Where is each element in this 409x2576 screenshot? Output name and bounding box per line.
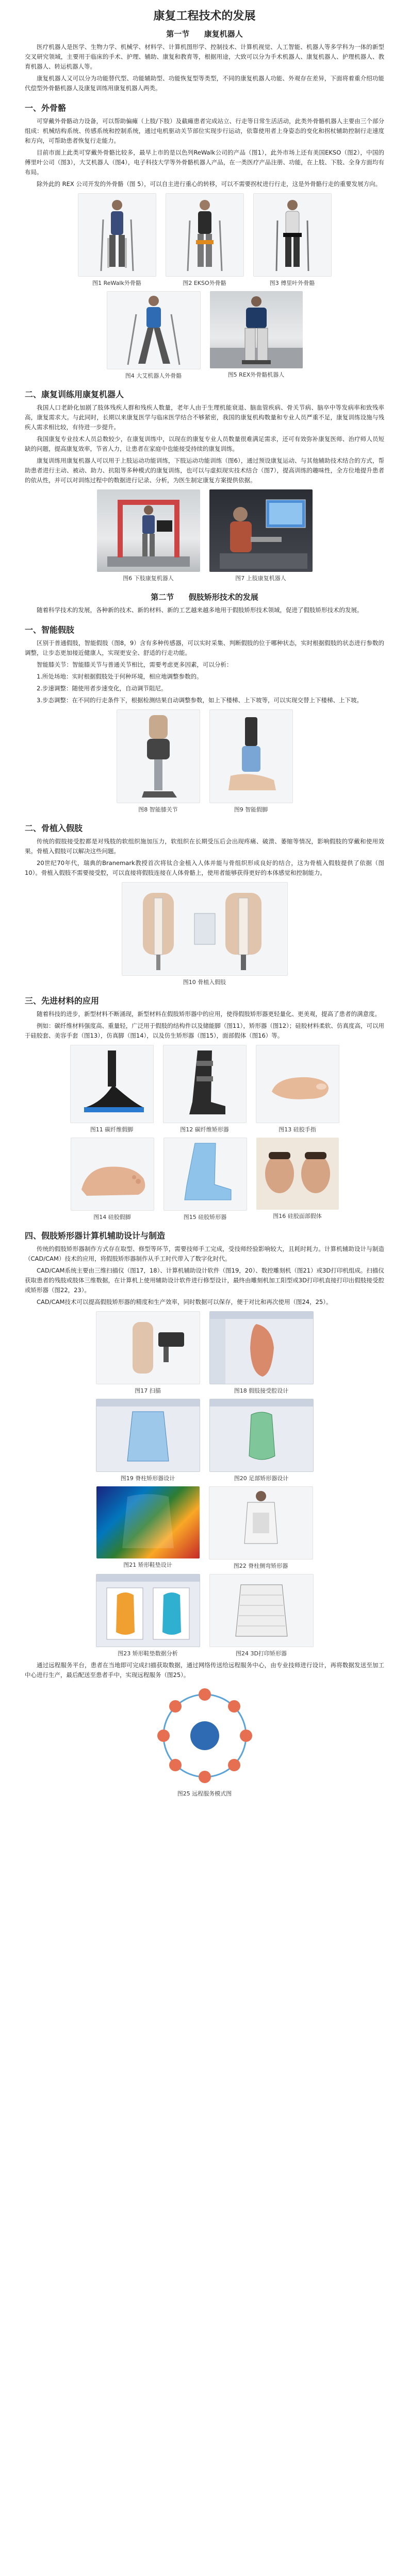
figure-9-caption: 图9 智能假脚 [234,806,268,813]
figure-16 [256,1138,339,1220]
figure-17 [96,1311,200,1395]
figure-17-caption: 图17 扫描 [135,1387,161,1394]
figure-8-caption: 图8 智能膝关节 [138,806,178,813]
figure-row-8 [25,1399,384,1482]
insole-analysis-image [96,1574,200,1647]
rex-exoskeleton-image [210,291,303,368]
figure-16-caption: 图16 硅胶面部假体 [273,1213,322,1219]
scoliosis-orthosis-image [209,1486,313,1560]
intro-paragraph-2: 康复机器人又可以分为功能替代型、功能辅助型、功能恢复型等类型，不同的康复机器人功能、外观存在差异，下面将着重介绍功能代偿型外骨骼机器人及康复训练用康复机器人两类。 [25,75,384,92]
figure-14-caption: 图14 硅胶假脚 [93,1214,131,1221]
rehab-paragraph-3: 康复训练用康复机器人可以用于上肢运动功能训练，下肢运动功能训练（图6），通过预设康复运动、与其他辅助技术结合的方式，帮助患者进行主动、被动、助力、抗阻等多种模式的康复训练，也可以与虚拟现实技术结合（图7），提高训练的趣味性，全方位地提升患者的依从性，并可以对训练过程中的数据进行记录、分析，为医生制定康复方案提供依据。 [25,457,384,484]
rehab-paragraph-2: 我国康复专业技术人员总数较少，在康复训练中，以现在的康复专业人员数量很难满足需求，还可有效弥补康复医师、治疗师人员短缺的问题，提高康复效率，节省人力，让患者在家庭中也能接受持续的康复训练。 [25,435,384,452]
heading-advanced-materials: 三、先进材料的应用 [25,996,100,1006]
figure-20 [209,1399,314,1482]
figure-12-caption: 图12 碳纤维矫形器 [180,1126,229,1133]
figure-5-caption: 图5 REX外骨骼机器人 [227,371,285,378]
materials-paragraph-2: 例如：碳纤维材料强度高、重量轻，广泛用于假肢的结构件以及储能脚（图11），矫形器（图12）；硅胶材料柔软、仿真度高，可以用于硅胶套、美容手套（图13），仿真脚（图14），以及仿生矫形器（图15），面部假体（图16）等。 [25,1022,384,1039]
figure-10 [122,882,288,986]
3d-printed-orthosis-image [209,1574,314,1647]
figure-15-caption: 图15 硅胶矫形器 [183,1214,227,1221]
figure-row-10b [25,1574,384,1657]
figure-3 [253,193,332,287]
figure-1 [78,193,156,287]
cad-paragraph-1: 传统的假肢矫形器制作方式存在取型、修型等环节，需要技师手工完成，受技师经验影响较大，且耗时耗力。计算机辅助设计与制造（CAD/CAM）技术的应用，将假肢矫形器制作从手工时代带入了数字化时代。 [25,1245,384,1262]
figure-4-caption: 图4 大艾机器人外骨骼 [125,372,182,379]
exo-paragraph-1: 可穿戴外骨骼动力设备，可以帮助偏瘫（上肢/下肢）及截瘫患者完成站立、行走等日常生活活动，此类外骨骼机器人主要由三个部分组成：机械结构系统、传感系统和控制系统，通过电机驱动关节部位实现步行运动，依靠使用者上身姿态的变化和拐杖辅助控制行走速度和方向，可帮助患者恢复行走能力。 [25,117,384,144]
figure-row-6 [25,1138,384,1221]
heading-cad-cam: 四、假肢矫形器计算机辅助设计与制造 [25,1231,166,1241]
heading-smart-prosthesis: 一、智能假肢 [25,625,75,635]
osseo-paragraph-1: 传统的假肢接受腔都是对残肢的软组织施加压力，软组织在长期受压后会出现疼痛、破溃、萎缩等情况，影响假肢的穿戴和使用效果。骨植入假肢可以解决这些问题。 [25,838,384,855]
figure-13 [256,1045,339,1133]
figure-2 [166,193,244,287]
figure-6-caption: 图6 下肢康复机器人 [123,575,174,582]
figure-7 [209,489,313,582]
figure-3-caption: 图3 傅里叶外骨骼 [269,280,315,286]
figure-18 [209,1311,314,1395]
figure-6 [97,489,200,582]
figure-row-3 [25,489,384,582]
osseointegrated-prosthesis-image [122,882,288,976]
cad-paragraph-2: CAD/CAM系统主要由三维扫描仪（图17，18）、计算机辅助设计软件（图19，20）、数控雕刻机（图21）或3D打印机组成。扫描仪获取患者的残肢或肢体三维数据，在计算机上使用辅助设计软件进行修型设计，最终由雕刻机加工阳型或3D打印机直接打印出假肢接受腔或矫形器（图22，23）。 [25,1267,384,1294]
heading-osseointegration: 二、骨植入假肢 [25,823,83,833]
foot-orthosis-design-image [209,1399,314,1472]
section-1-heading [25,28,384,39]
smart-paragraph-3: 1.所处场地：实时根据假肢处于何种环境，相应地调整参数的。 [37,673,203,680]
heading-exoskeleton: 一、外骨骼 [25,103,67,113]
figure-row-2 [25,291,384,380]
smart-foot-image [209,709,293,803]
intro-paragraph-1: 医疗机器人是医学、生物力学、机械学、材料学、计算机图形学、控制技术、计算机视觉、人工智能、机器人等多学科为一体的新型交叉研究领域，主要用于临床的手术、护理、辅助、康复和教育等，根据用途，大致可以分为手术机器人、康复机器人、护理机器人、教育机器人、转运机器人等。 [25,43,384,70]
figure-24-caption: 图24 3D打印矫形器 [236,1650,287,1657]
figure-4 [107,291,201,380]
figure-row-11 [25,1684,384,1798]
figure-25-caption: 图25 远程服务模式图 [177,1790,232,1797]
silicone-foot-image [71,1138,154,1211]
spinal-orthosis-design-image [96,1399,200,1472]
cad-paragraph-3: CAD/CAM技术可以提高假肢矫形器的精度和生产效率，同时数据可以保存，便于对比和再次使用（图24，25）。 [37,1298,332,1306]
figure-20-caption: 图20 足部矫形器设计 [234,1475,289,1482]
figure-14 [71,1138,154,1221]
socket-design-image [209,1311,314,1384]
silicone-face-prosthesis-image [256,1138,339,1210]
figure-5 [210,291,303,379]
remote-service-diagram [138,1684,272,1787]
smart-paragraph-2: 智能膝关节：智能膝关节与普通关节相比，需要考虑更多因素，可以分析： [37,661,233,668]
figure-8 [117,709,200,814]
figure-13-caption: 图13 硅胶手指 [279,1126,316,1133]
scanning-image [96,1311,200,1384]
document-title: 康复工程技术的发展 [153,10,256,23]
osseo-paragraph-2: 20世纪70年代，瑞典的Branemark教授首次将钛合金植入人体并能与骨组织形成良好的结合，这为骨植入假肢提供了依据（图10）。骨植入假肢不需要接受腔，可以直接将假肢连接在人体骨骼上，使用者能够获得更好的本体感觉和控制能力。 [25,859,384,876]
carbon-fiber-orthosis-image [163,1045,247,1123]
smart-knee-image [117,709,200,803]
figure-1-caption: 图1 ReWalk外骨骼 [92,280,141,286]
figure-row-1 [25,193,384,287]
heading-rehab-robot: 二、康复训练用康复机器人 [25,389,124,399]
lower-limb-robot-image [97,489,200,572]
figure-22 [209,1486,313,1570]
figure-10-caption: 图10 骨植入假肢 [183,979,226,986]
figure-row-7 [25,1311,384,1395]
fourier-exoskeleton-image [253,193,332,277]
exo-paragraph-2: 目前市面上此类可穿戴外骨骼比较多，最早上市的是以色列ReWalk公司的产品（图1），此外市场上还有美国EKSO（图2），中国的傅里叶公司（图3），大艾机器人（图4），电子科技大学等外骨骼机器人产品，在一类医疗产品注册、功能，在上肢、下肢、全身方面均有布局。 [25,149,384,176]
smart-paragraph-4: 2.步速调整：随使用者步速变化，自动调节阻尼。 [37,685,167,692]
figure-row-9 [25,1486,384,1570]
section-2-number: 第二节 [151,592,174,602]
figure-19-caption: 图19 脊柱矫形器设计 [120,1475,175,1482]
figure-23-caption: 图23 矫形鞋垫数据分析 [118,1650,178,1657]
figure-12 [163,1045,247,1133]
carbon-fiber-foot-image [70,1045,154,1123]
figure-7-caption: 图7 上肢康复机器人 [235,575,286,582]
figure-11 [70,1045,154,1133]
insole-design-image [96,1486,200,1558]
smart-paragraph-5: 3.步态调整：在不同的行走条件下，根据检测结果自动调整参数，如上下楼梯、上下坡等，可以实现交替上下楼梯、上下坡。 [37,697,363,704]
figure-23 [96,1574,200,1657]
figure-18-caption: 图18 假肢接受腔设计 [234,1387,289,1394]
upper-limb-robot-image [209,489,313,572]
figure-25 [138,1684,272,1798]
section-2-intro: 随着科学技术的发展，各种新的技术、新的材料、新的工艺越来越多地用于假肢矫形技术领域，促进了假肢矫形技术的发展。 [37,606,363,614]
section-1-number: 第一节 [166,29,190,39]
materials-paragraph-1: 随着科技的进步，新型材料不断涌现，新型材料在假肢矫形器中的应用，使得假肢矫形器更轻量化、更美观，提高了患者的满意度。 [37,1010,381,1018]
figure-22-caption: 图22 脊柱侧弯矫形器 [233,1563,288,1569]
smart-paragraph-1: 区别于普通假肢，智能假肢（图8，9）含有多种传感器，可以实时采集、判断假肢的位于哪种状态，实时根据假肢的状态进行参数的调整，让步态更加接近健康人，实现更安全、舒适的行走功能。 [25,639,384,656]
figure-21-caption: 图21 矫形鞋垫设计 [123,1562,172,1568]
figure-11-caption: 图11 碳纤维假脚 [90,1126,134,1133]
daai-exoskeleton-image [107,291,201,369]
ekso-exoskeleton-image [166,193,244,277]
figure-24 [209,1574,314,1657]
figure-row-4 [25,709,384,814]
figure-21 [96,1486,200,1569]
closing-paragraph: 通过远程服务平台，患者在当地即可完成扫描获取数据，通过网络传送给远程服务中心，由专业技师进行设计，再将数据发送至加工中心进行生产，最后配送至患者手中，实现远程服务（图25）。 [25,1662,384,1679]
exo-paragraph-3: 除外此的 REX 公司开发的外骨骼（图 5），可以自主进行重心的转移，可以不需要拐杖进行行走，这是外骨骼行走的重要发展方向。 [37,180,382,188]
figure-row-5 [25,1045,384,1133]
rehab-paragraph-1: 我国人口老龄化加剧了肢体残疾人群和残疾人数量，老年人由于生理机能衰退、脑血管疾病、骨关节病、脑卒中等发病率和致残率高，康复需求大。与此同时，长期以来康复医学与临床医学结合不够紧密，我国的康复机构数量和专业人员严重不足，康复训练设施与残疾人需求相比较，有待进一步提升。 [25,404,384,431]
section-2-name: 假肢矫形技术的发展 [188,592,258,602]
section-2-heading [25,591,384,602]
figure-9 [209,709,293,814]
figure-2-caption: 图2 EKSO外骨骼 [183,280,226,286]
silicone-orthosis-image [163,1138,247,1211]
figure-19 [96,1399,200,1482]
figure-15 [163,1138,247,1221]
silicone-finger-image [256,1045,339,1123]
section-1-name: 康复机器人 [204,29,243,39]
figure-row-10 [25,882,384,986]
rewalk-exoskeleton-image [78,193,156,277]
